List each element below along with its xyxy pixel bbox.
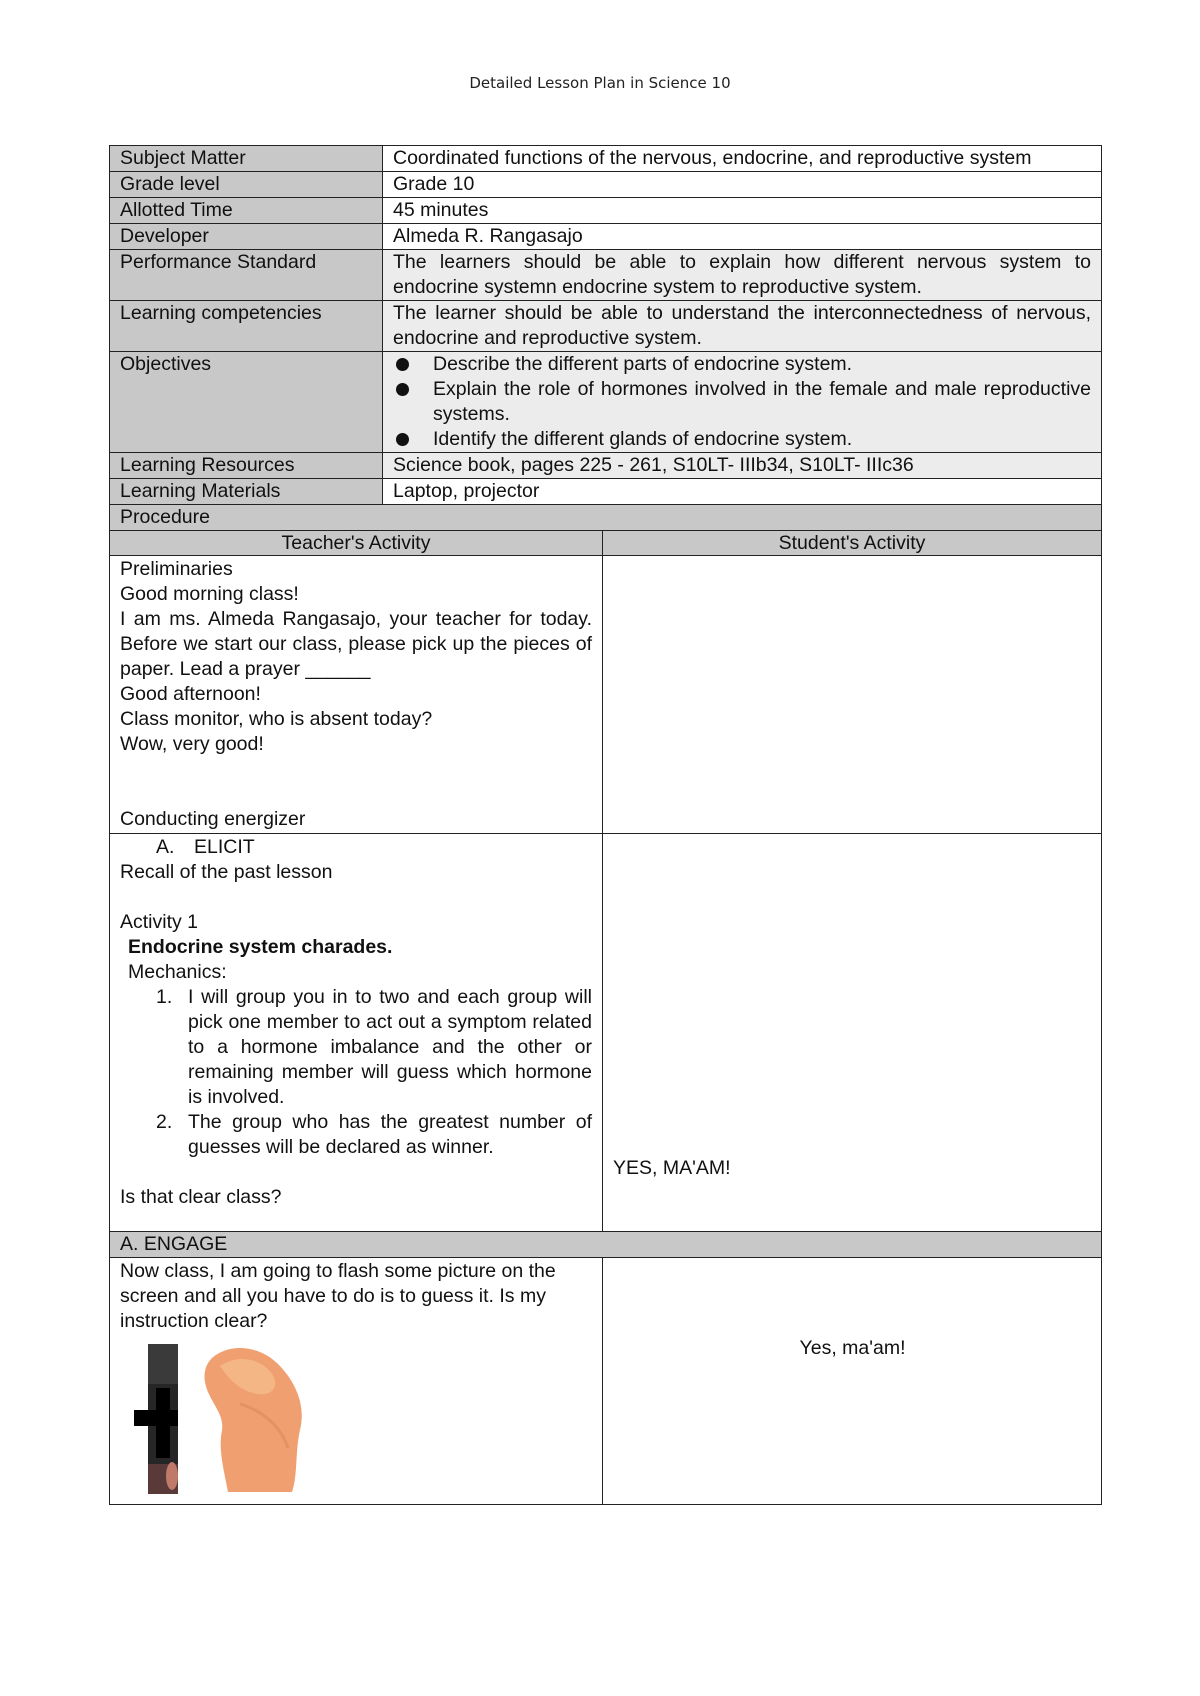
student-elicit-cell xyxy=(603,834,1102,1232)
allotted-time-value: 45 minutes xyxy=(383,198,1102,224)
activity-label: Activity 1 xyxy=(120,911,199,933)
grade-level-value: Grade 10 xyxy=(383,172,1102,198)
learning-competencies-label: Learning competencies xyxy=(110,301,383,352)
developer-value: Almeda R. Rangasajo xyxy=(383,224,1102,250)
teacher-engage-cell xyxy=(109,1258,603,1505)
developer-label: Developer xyxy=(110,224,383,250)
monitor-text: Class monitor, who is absent today? xyxy=(120,708,433,730)
grade-level-label: Grade level xyxy=(110,172,383,198)
engage-student-response: Yes, ma'am! xyxy=(799,1337,906,1359)
learning-materials-value: Laptop, projector xyxy=(383,479,1102,505)
mechanics-steps xyxy=(120,985,592,1160)
activity-header-row xyxy=(109,531,1102,556)
praise-text: Wow, very good! xyxy=(120,733,264,755)
learning-resources-label: Learning Resources xyxy=(110,453,383,479)
row-performance-standard xyxy=(110,250,1102,301)
step-number: 1. xyxy=(156,986,173,1008)
learning-materials-label: Learning Materials xyxy=(110,479,383,505)
preliminaries-title: Preliminaries xyxy=(120,558,233,580)
list-item xyxy=(393,352,1091,377)
clear-question: Is that clear class? xyxy=(120,1186,282,1208)
objectives-label: Objectives xyxy=(110,352,383,453)
knee-picture xyxy=(205,1348,302,1492)
objective-text: Describe the different parts of endocrine system. xyxy=(433,353,853,375)
elicit-marker: A. xyxy=(156,836,175,858)
bullet-icon xyxy=(396,433,409,446)
guess-pictures-svg xyxy=(120,1344,320,1494)
list-item xyxy=(393,427,1091,452)
document-header: Detailed Lesson Plan in Science 10 xyxy=(469,74,731,92)
student-activity-header: Student's Activity xyxy=(603,531,1102,556)
list-item xyxy=(120,1110,592,1160)
engage-bar: A. ENGAGE xyxy=(109,1232,1102,1258)
student-preliminaries-cell xyxy=(603,556,1102,834)
row-developer xyxy=(110,224,1102,250)
elicit-row xyxy=(109,834,1102,1232)
elicit-student-response: YES, MA'AM! xyxy=(613,1157,731,1179)
teacher-preliminaries-cell xyxy=(109,556,603,834)
list-item xyxy=(393,377,1091,427)
preliminaries-row xyxy=(109,556,1102,834)
subject-matter-label: Subject Matter xyxy=(110,146,383,172)
elicit-heading xyxy=(120,835,592,860)
greeting-text: Good morning class! xyxy=(120,583,299,605)
cross-picture xyxy=(134,1344,178,1494)
row-allotted-time xyxy=(110,198,1102,224)
row-grade-level xyxy=(110,172,1102,198)
mechanics-label: Mechanics: xyxy=(128,961,227,983)
engage-row xyxy=(109,1258,1102,1505)
list-item xyxy=(120,985,592,1110)
teacher-elicit-cell xyxy=(109,834,603,1232)
learning-competencies-value: The learner should be able to understand the interconnectedness of nervous, endocrine and reproductive system. xyxy=(383,301,1102,352)
objective-text: Explain the role of hormones involved in the female and male reproductive systems. xyxy=(433,378,1091,425)
bullet-icon xyxy=(396,358,409,371)
performance-standard-label: Performance Standard xyxy=(110,250,383,301)
lesson-plan-sheet xyxy=(109,145,1102,1505)
info-table xyxy=(109,145,1102,505)
row-learning-resources xyxy=(110,453,1102,479)
learning-resources-value: Science book, pages 225 - 261, S10LT- IIIb34, S10LT- IIIc36 xyxy=(383,453,1102,479)
bullet-icon xyxy=(396,383,409,396)
objectives-value xyxy=(383,352,1102,453)
row-learning-materials xyxy=(110,479,1102,505)
performance-standard-value: The learners should be able to explain how different nervous system to endocrine systemn endocrine system to reproductive system. xyxy=(383,250,1102,301)
procedure-bar: Procedure xyxy=(109,505,1102,531)
subject-matter-value: Coordinated functions of the nervous, endocrine, and reproductive system xyxy=(383,146,1102,172)
elicit-title: ELICIT xyxy=(194,836,255,858)
row-objectives xyxy=(110,352,1102,453)
energizer-text: Conducting energizer xyxy=(120,808,306,830)
afternoon-text: Good afternoon! xyxy=(120,683,261,705)
objective-text: Identify the different glands of endocrine system. xyxy=(433,428,853,450)
row-subject-matter xyxy=(110,146,1102,172)
recall-text: Recall of the past lesson xyxy=(120,861,333,883)
step-text: I will group you in to two and each group will pick one member to act out a symptom related to a hormone imbalance and the other or remaining member will guess which hormone is involved. xyxy=(188,986,592,1108)
allotted-time-label: Allotted Time xyxy=(110,198,383,224)
step-text: The group who has the greatest number of guesses will be declared as winner. xyxy=(188,1111,592,1158)
row-learning-competencies xyxy=(110,301,1102,352)
step-number: 2. xyxy=(156,1111,173,1133)
objectives-list xyxy=(393,352,1091,452)
activity-title: Endocrine system charades. xyxy=(128,936,393,958)
intro-text: I am ms. Almeda Rangasajo, your teacher for today. Before we start our class, please pick up the pieces of paper. Lead a prayer ______ xyxy=(120,608,592,680)
engage-instruction: Now class, I am going to flash some picture on the screen and all you have to do is to guess it. Is my instruction clear? xyxy=(120,1260,556,1332)
engage-pictures xyxy=(120,1344,592,1494)
student-engage-cell xyxy=(603,1258,1102,1505)
teacher-activity-header: Teacher's Activity xyxy=(109,531,603,556)
